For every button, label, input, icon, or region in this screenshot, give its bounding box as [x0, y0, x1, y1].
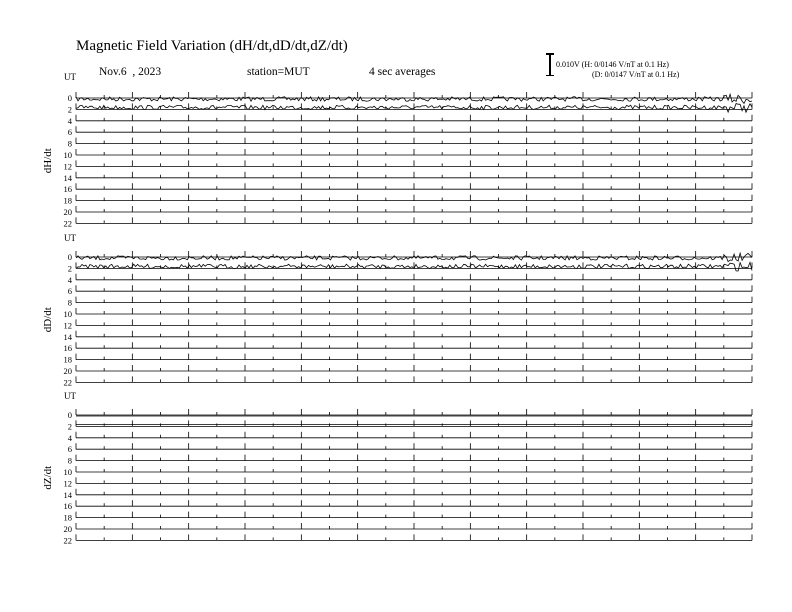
row-label: 0 [67, 410, 72, 420]
row-label: 12 [63, 478, 72, 489]
row-label: 0 [67, 252, 72, 262]
scale-value: 0.010V [556, 60, 580, 69]
row-label: 4 [67, 432, 72, 443]
panel-ylabel: dD/dt [42, 307, 54, 333]
scale-h-sensitivity: (H: 0/0146 V/nT at 0.1 Hz) [581, 60, 669, 69]
row-label: 16 [63, 184, 72, 195]
row-label: 20 [63, 207, 72, 217]
row-label: 22 [63, 218, 72, 229]
row-label: 6 [67, 444, 72, 455]
chart-title: Magnetic Field Variation (dH/dt,dD/dt,dZ/dt) [76, 38, 348, 54]
row-label: 8 [67, 455, 72, 466]
date-label: Nov.6 , 2023 [99, 66, 162, 78]
ut-axis-label: UT [64, 72, 76, 82]
ut-axis-label: UT [64, 391, 76, 401]
row-label: 8 [67, 138, 72, 149]
row-label: 6 [67, 127, 72, 138]
row-label: 0 [67, 93, 72, 103]
row-label: 20 [63, 366, 72, 376]
panel-ylabel: dZ/dt [42, 465, 54, 490]
row-label: 4 [67, 115, 72, 126]
row-label: 2 [67, 421, 72, 432]
panel-ylabel: dH/dt [42, 148, 54, 174]
row-label: 22 [63, 535, 72, 546]
row-label: 16 [63, 501, 72, 512]
row-label: 12 [63, 320, 72, 331]
ut-axis-label: UT [64, 233, 76, 243]
row-label: 14 [63, 331, 72, 342]
row-label: 10 [63, 309, 72, 319]
row-label: 18 [63, 354, 72, 365]
row-label: 4 [67, 274, 72, 285]
row-label: 6 [67, 286, 72, 297]
row-label: 12 [63, 161, 72, 172]
row-label: 10 [63, 150, 72, 160]
row-label: 14 [63, 172, 72, 183]
row-label: 8 [67, 297, 72, 308]
row-label: 18 [63, 195, 72, 206]
row-label: 2 [67, 263, 72, 274]
row-label: 20 [63, 524, 72, 534]
row-label: 22 [63, 377, 72, 388]
averaging-label: 4 sec averages [369, 66, 436, 78]
station-label: station=MUT [247, 66, 310, 78]
row-label: 14 [63, 489, 72, 500]
row-label: 10 [63, 467, 72, 477]
row-label: 18 [63, 512, 72, 523]
row-label: 2 [67, 104, 72, 115]
scale-d-sensitivity: (D: 0/0147 V/nT at 0.1 Hz) [592, 70, 680, 79]
row-label: 16 [63, 343, 72, 354]
